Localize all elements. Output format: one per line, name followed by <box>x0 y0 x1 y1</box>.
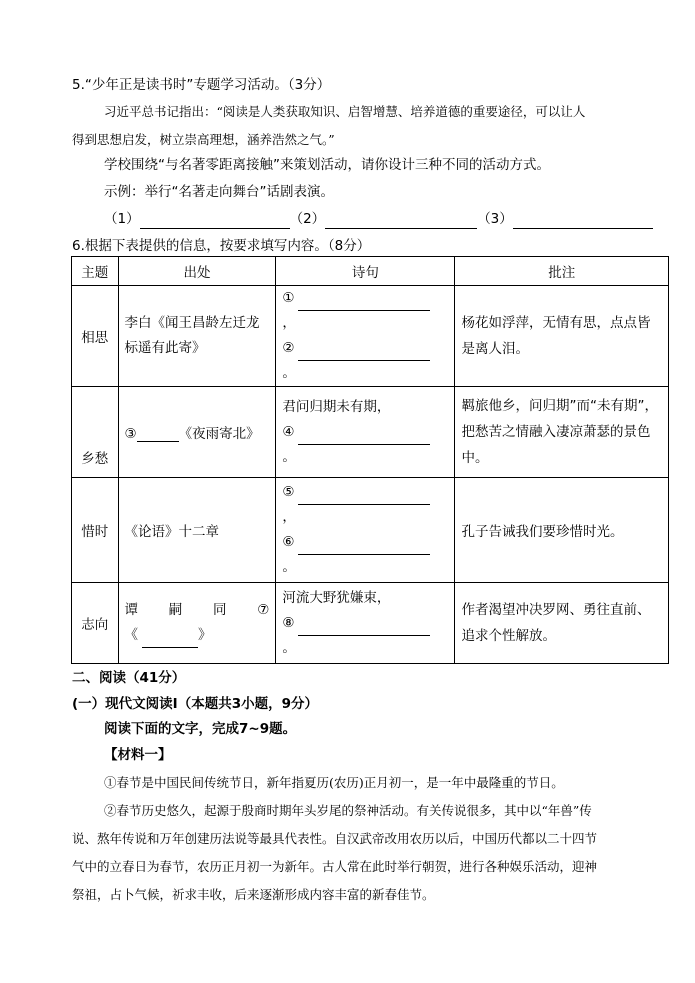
row-theme: 志向 <box>72 583 119 664</box>
material-label: 【材料一】 <box>104 747 172 763</box>
verse-blank-1[interactable] <box>298 296 430 311</box>
q5-quote-line2: 得到思想启发，树立崇高理想，涵养浩然之气。” <box>72 132 335 147</box>
material-para2-line3: 气中的立春日为春节，农历正月初一为新年。古人常在此时举行朝贺，进行各种娱乐活动，迎神 <box>72 859 598 874</box>
row-note: 孔子告诫我们要珍惜时光。 <box>455 478 669 583</box>
row-note: 羁旅他乡，问归期”而“未有期”，把愁苦之情融入凄凉萧瑟的景色中。 <box>455 387 669 478</box>
q5-example: 示例：举行“名著走向舞台”话剧表演。 <box>104 184 334 200</box>
table-row <box>72 286 669 387</box>
material-para2-line4: 祭祖，占卜气候，祈求丰收，后来逐渐形成内容丰富的新春佳节。 <box>72 887 435 902</box>
row-verses: ① ， ② 。 <box>276 286 455 387</box>
q5-answer-blanks <box>104 209 653 229</box>
row-theme: 相思 <box>72 286 119 387</box>
row-theme: 惜时 <box>72 478 119 583</box>
section2-title: 二、阅读（41分） <box>72 670 186 686</box>
section2-instruction: 阅读下面的文字，完成7~9题。 <box>104 721 297 737</box>
blank-label-1: （1） <box>104 211 140 227</box>
verse-blank-4[interactable] <box>298 430 430 445</box>
q5-prompt: 学校围绕“与名著零距离接触”来策划活动，请你设计三种不同的活动方式。 <box>104 157 550 173</box>
verse-blank-5[interactable] <box>298 490 430 505</box>
q6-title: 6.根据下表提供的信息，按要求填写内容。（8分） <box>72 238 371 254</box>
section2-subtitle: (一）现代文阅读Ⅰ（本题共3小题，9分） <box>72 696 318 712</box>
answer-blank-2[interactable] <box>325 214 477 229</box>
table-row <box>72 583 669 664</box>
material-para1: ①春节是中国民间传统节日，新年指夏历(农历)正月初一，是一年中最隆重的节日。 <box>104 775 564 790</box>
row-source: ③ 《夜雨寄北》 <box>118 387 276 478</box>
header-verse: 诗句 <box>276 257 455 286</box>
row-source: 谭 嗣 同 ⑦ 《 》 <box>118 583 276 664</box>
row-theme: 乡愁 <box>72 387 119 478</box>
row-verses: 君问归期未有期， ④ 。 <box>276 387 455 478</box>
q5-title: 5.“少年正是读书时”专题学习活动。（3分） <box>72 77 331 93</box>
q5-quote-line1: 习近平总书记指出：“阅读是人类获取知识、启智增慧、培养道德的重要途径，可以让人 <box>104 104 586 119</box>
row-verses: ⑤ ， ⑥ 。 <box>276 478 455 583</box>
header-note: 批注 <box>455 257 669 286</box>
row-source: 《论语》十二章 <box>118 478 276 583</box>
blank-label-3: （3） <box>477 211 513 227</box>
table-header-row <box>72 257 669 286</box>
row-source: 李白《闻王昌龄左迁龙标遥有此寄》 <box>118 286 276 387</box>
poetry-table <box>71 256 669 664</box>
table-row <box>72 478 669 583</box>
source-blank-7[interactable] <box>142 633 198 648</box>
verse-blank-8[interactable] <box>298 621 430 636</box>
verse-blank-6[interactable] <box>298 540 430 555</box>
answer-blank-1[interactable] <box>140 214 290 229</box>
row-note: 杨花如浮萍，无情有思，点点皆是离人泪。 <box>455 286 669 387</box>
header-source: 出处 <box>118 257 276 286</box>
header-theme: 主题 <box>72 257 119 286</box>
verse-blank-2[interactable] <box>298 346 430 361</box>
table-row <box>72 387 669 478</box>
answer-blank-3[interactable] <box>513 214 653 229</box>
material-para2-line2: 说、熬年传说和万年创建历法说等最具代表性。自汉武帝改用农历以后，中国历代都以二十四节 <box>72 831 598 846</box>
source-blank-3[interactable] <box>137 427 179 442</box>
blank-label-2: （2） <box>289 211 326 227</box>
material-para2-line1: ②春节历史悠久，起源于殷商时期年头岁尾的祭神活动。有关传说很多，其中以“年兽”传 <box>104 803 592 818</box>
row-verses: 河流大野犹嫌束， ⑧ 。 <box>276 583 455 664</box>
row-note: 作者渴望冲决罗网、勇往直前、追求个性解放。 <box>455 583 669 664</box>
